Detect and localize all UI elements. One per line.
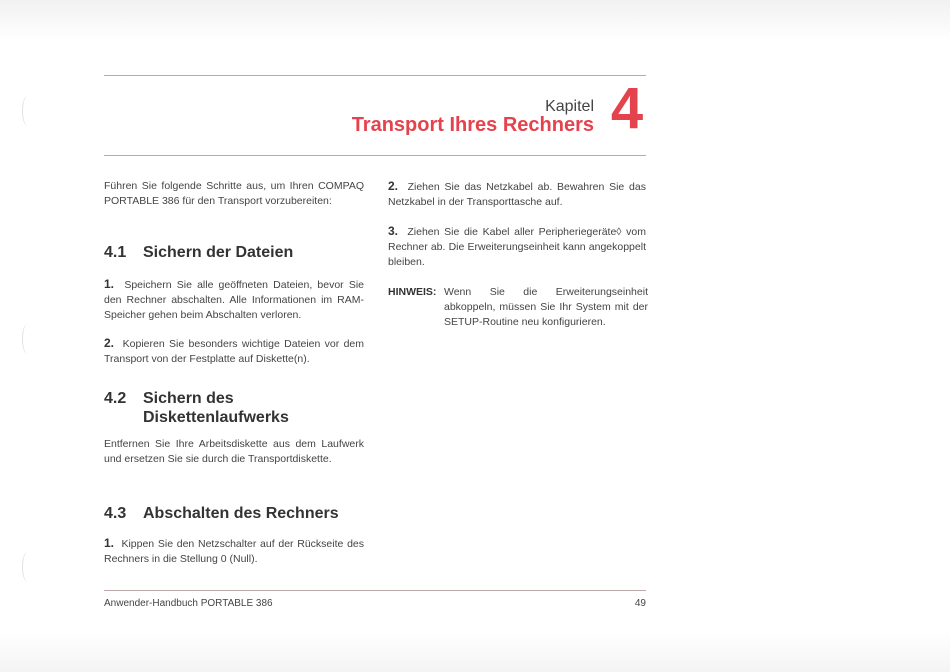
binding-hole-mark [22,96,33,126]
intro-text: Führen Sie folgende Schritte aus, um Ihren COMPAQ PORTABLE 386 für den Transport vorzubereiten: [104,180,364,207]
section-4-1-step-2 [104,336,364,367]
scan-edge-bottom [0,632,950,672]
step-number: 1. [104,277,115,291]
section-heading-4-2 [104,389,374,427]
chapter-label: Kapitel [545,98,594,115]
section-title: Sichern der Dateien [143,244,294,261]
chapter-title: Transport Ihres Rechners [351,114,594,136]
step-text: Speichern Sie alle geöffneten Dateien, bevor Sie den Rechner abschalten. Alle Informationen im RAM-Speicher gehen beim Abschalten verloren. [104,279,364,321]
step-text: Kippen Sie den Netzschalter auf der Rückseite des Rechners in die Stellung 0 (Null). [104,538,364,565]
note-label: HINWEIS: [388,286,437,298]
intro-paragraph [104,179,364,209]
section-title: Abschalten des Rechners [143,505,339,522]
right-step-2 [388,179,646,210]
note-text: Wenn Sie die Erweiterungseinheit abkoppeln, müssen Sie Ihr System mit der SETUP-Routine neu konfigurieren. [444,286,648,328]
step-text: Ziehen Sie die Kabel aller Peripheriegeräte◊ vom Rechner ab. Die Erweiterungseinheit kann angekoppelt bleiben. [388,226,646,268]
section-4-1-step-1 [104,277,364,323]
header-top-rule [104,75,646,76]
section-number: 4.2 [104,390,127,407]
section-heading-4-1 [104,243,374,262]
page-number: 49 [634,598,646,609]
section-4-3-step-1 [104,536,364,567]
step-number: 2. [104,336,115,350]
step-number: 1. [104,536,115,550]
section-title: Sichern des Diskettenlaufwerks [143,390,289,426]
footer-rule [104,590,646,591]
binding-hole-mark [22,324,33,354]
section-heading-4-3 [104,504,374,523]
note-box [388,285,648,330]
right-step-3 [388,224,646,270]
section-number: 4.1 [104,244,127,261]
step-number: 2. [388,179,399,193]
step-number: 3. [388,224,399,238]
section-number: 4.3 [104,505,127,522]
section-4-2-body [104,437,364,467]
step-text: Kopieren Sie besonders wichtige Dateien vor dem Transport von der Festplatte auf Diskette(n). [104,338,364,365]
section-body-text: Entfernen Sie Ihre Arbeitsdiskette aus dem Laufwerk und ersetzen Sie sie durch die Transportdiskette. [104,438,364,465]
header-bottom-rule [104,155,646,156]
scan-edge-top [0,0,950,42]
binding-hole-mark [22,552,33,582]
chapter-number: 4 [610,76,644,141]
step-text: Ziehen Sie das Netzkabel ab. Bewahren Sie das Netzkabel in der Transporttasche auf. [388,181,646,208]
footer-manual-title: Anwender-Handbuch PORTABLE 386 [104,598,273,609]
